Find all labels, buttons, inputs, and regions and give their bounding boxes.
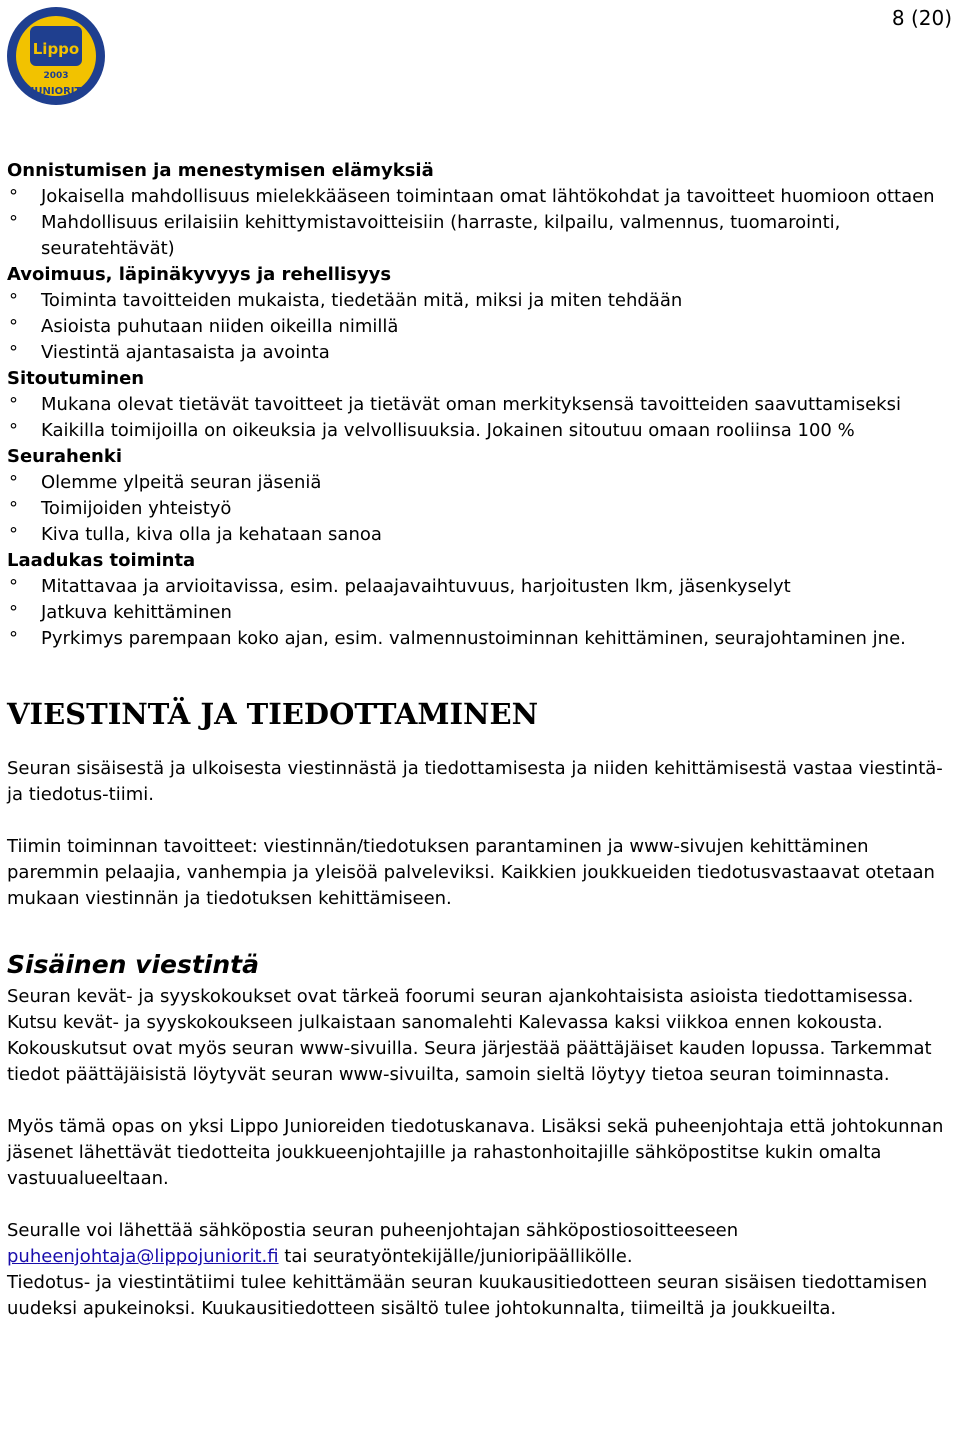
- section-title-club-spirit: Seurahenki: [7, 446, 122, 467]
- list-item: ° Kiva tulla, kiva olla ja kehataan sanoa: [7, 522, 953, 548]
- document-body: [7, 158, 953, 1322]
- email-intro-text: Seuralle voi lähettää sähköpostia seuran puheenjohtajan sähköpostiosoitteeseen: [7, 1220, 739, 1241]
- email-rest-text: tai seuratyöntekijälle/junioripäällikölle.: [278, 1246, 633, 1267]
- list-item: ° Olemme ylpeitä seuran jäseniä: [7, 470, 953, 496]
- list-item: ° Kaikilla toimijoilla on oikeuksia ja velvollisuuksia. Jokainen sitoutuu omaan rooliinsa 100 %: [7, 418, 953, 444]
- paragraph-internal-3: [7, 1218, 953, 1270]
- section-title-commitment: Sitoutuminen: [7, 368, 145, 389]
- list-item: ° Jatkuva kehittäminen: [7, 600, 953, 626]
- list-item: ° Jokaisella mahdollisuus mielekkääseen toimintaan omat lähtökohdat ja tavoitteet huomioon ottaen: [7, 184, 953, 210]
- list-item: ° Pyrkimys parempaan koko ajan, esim. valmennustoiminnan kehittäminen, seurajohtaminen jne.: [7, 626, 953, 652]
- list-club-spirit: [7, 470, 953, 548]
- list-item: ° Toiminta tavoitteiden mukaista, tiedetään mitä, miksi ja miten tehdään: [7, 288, 953, 314]
- logo-year-text: 2003: [43, 71, 69, 81]
- logo-sub-text: JUNIORIT: [30, 86, 82, 97]
- lippo-juniorit-logo: [6, 2, 106, 110]
- section-title-quality: Laadukas toiminta: [7, 550, 196, 571]
- paragraph-internal-2: Myös tämä opas on yksi Lippo Junioreiden tiedotuskanava. Lisäksi sekä puheenjohtaja että johtokunnan jäsenet lähettävät tiedotteita joukkueenjohtajille ja rahastonhoitajille sähköpostitse kukin omalta vastuualueeltaan.: [7, 1116, 944, 1189]
- section-title-experiences: Onnistumisen ja menestymisen elämyksiä: [7, 160, 434, 181]
- list-item: ° Mahdollisuus erilaisiin kehittymistavoitteisiin (harraste, kilpailu, valmennus, tuomarointi, seuratehtävät): [7, 210, 953, 262]
- list-item: ° Asioista puhutaan niiden oikeilla nimillä: [7, 314, 953, 340]
- list-item: ° Mitattavaa ja arvioitavissa, esim. pelaajavaihtuvuus, harjoitusten lkm, jäsenkyselyt: [7, 574, 953, 600]
- list-item: ° Toimijoiden yhteistyö: [7, 496, 953, 522]
- list-commitment: [7, 392, 953, 444]
- list-quality: [7, 574, 953, 652]
- list-item: ° Viestintä ajantasaista ja avointa: [7, 340, 953, 366]
- list-openness: [7, 288, 953, 366]
- paragraph-intro-1: Seuran sisäisestä ja ulkoisesta viestinnästä ja tiedottamisesta ja niiden kehittämisestä vastaa viestintä- ja tiedotus-tiimi.: [7, 758, 943, 805]
- section-title-openness: Avoimuus, läpinäkyvyys ja rehellisyys: [7, 264, 392, 285]
- list-item: ° Mukana olevat tietävät tavoitteet ja tietävät oman merkityksensä tavoitteiden saavuttamiseksi: [7, 392, 953, 418]
- paragraph-intro-2: Tiimin toiminnan tavoitteet: viestinnän/tiedotuksen parantaminen ja www-sivujen kehittäminen paremmin pelaajia, vanhempia ja yleisöä palveleviksi. Kaikkien joukkueiden tiedotusvastaavat otetaan mukaan viestinnän ja tiedotuksen kehittämiseen.: [7, 836, 935, 909]
- paragraph-internal-1: Seuran kevät- ja syyskokoukset ovat tärkeä foorumi seuran ajankohtaisista asioista tiedottamisessa. Kutsu kevät- ja syyskokoukseen julkaistaan sanomalehti Kalevassa kaksi viikkoa ennen kokousta. Kokouskutsut ovat myös seuran www-sivuilla. Seura järjestää päättäjäiset kauden lopussa. Tarkemmat tiedot päättäjäisistä löytyvät seuran www-sivuilta, samoin sieltä löytyy tietoa seuran toiminnasta.: [7, 986, 932, 1085]
- list-experiences: [7, 184, 953, 262]
- heading-communications: VIESTINTÄ JA TIEDOTTAMINEN: [7, 697, 539, 731]
- chairman-email-link[interactable]: puheenjohtaja@lippojuniorit.fi: [7, 1246, 279, 1267]
- heading-internal-communication: Sisäinen viestintä: [7, 950, 259, 979]
- page-number: 8 (20): [891, 6, 952, 30]
- logo-name-text: Lippo: [32, 40, 80, 58]
- paragraph-internal-4: Tiedotus- ja viestintätiimi tulee kehittämään seuran kuukausitiedotteen seuran sisäisen tiedottamisen uudeksi apukeinoksi. Kuukausitiedotteen sisältö tulee johtokunnalta, tiimeiltä ja joukkueilta.: [7, 1272, 928, 1319]
